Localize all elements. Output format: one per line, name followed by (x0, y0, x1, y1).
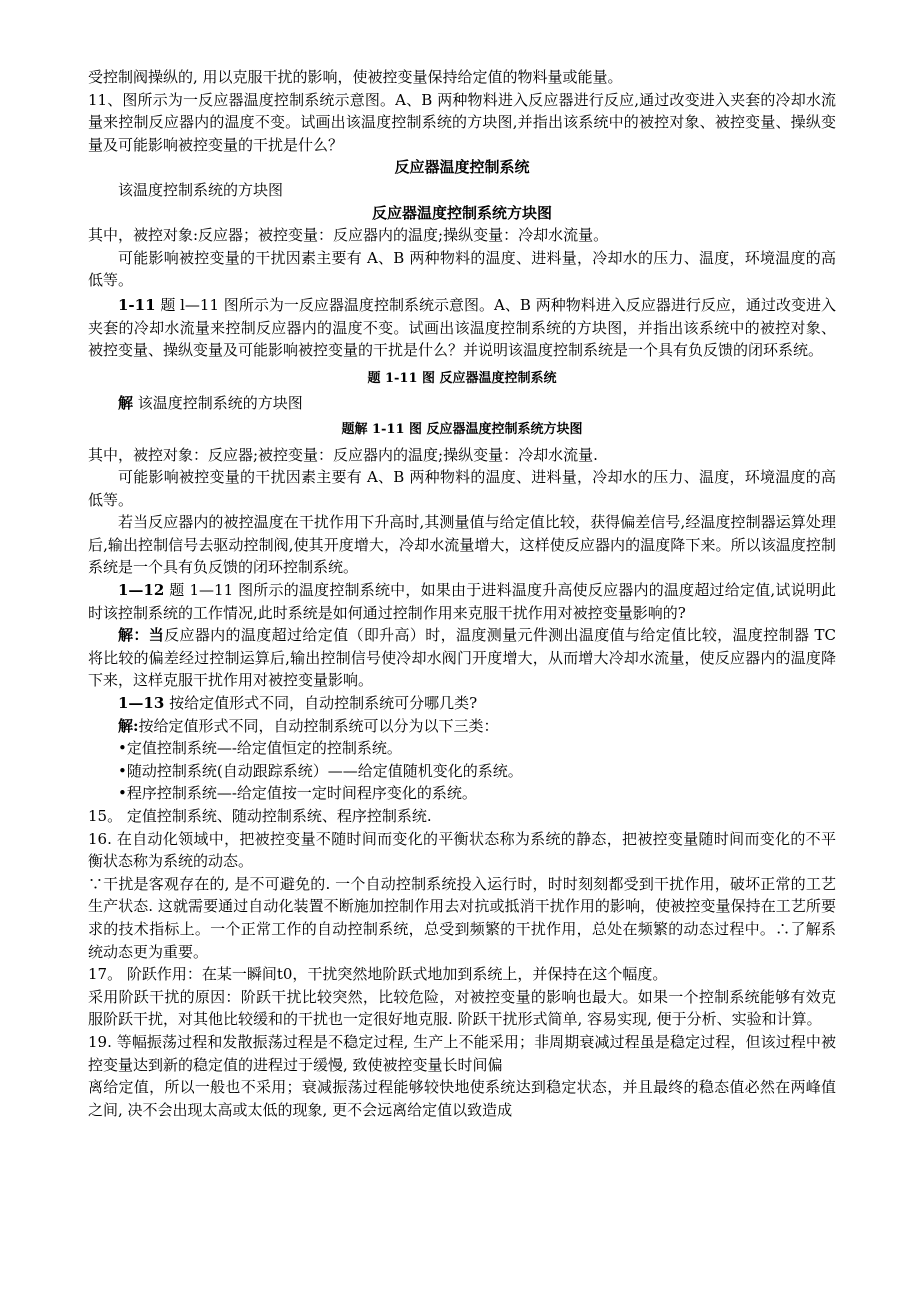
question-number: 1—13 (118, 694, 165, 713)
paragraph: 其中，被控对象:反应器；被控变量：反应器内的温度;操纵变量：冷却水流量。 (88, 226, 609, 245)
answer-text: 按给定值形式不同，自动控制系统可以分为以下三类： (138, 716, 499, 735)
paragraph: ∵干扰是客观存在的, 是不可避免的. 一个自动控制系统投入运行时，时时刻刻都受到干扰作用，破坏正常的工艺生产状态. 这就需要通过自动化装置不断施加控制作用去对抗或抵消干扰作用的影响，使被控变量保持在工艺所要求的技术指标上。一个正常工作的自动控制系统，总受到频繁的干扰作用，总处在频繁的动态过程中。∴了解系统动态更为重要。 (88, 874, 836, 961)
question-number: 1—12 (118, 581, 165, 600)
answer-1-12 (88, 624, 836, 692)
answer-17: 17。 阶跃作用：在某一瞬间t0，干扰突然地阶跃式地加到系统上，并保持在这个幅度。 (88, 965, 668, 984)
paragraph: 可能影响被控变量的干扰因素主要有 A、B 两种物料的温度、进料量，冷却水的压力、温度，环境温度的高低等。 (88, 248, 836, 290)
paragraph: 若当反应器内的被控温度在干扰作用下升高时,其测量值与给定值比较，获得偏差信号,经温度控制器运算处理后,输出控制信号去驱动控制阀,使其开度增大，冷却水流量增大，这样使反应器内的温度降下来。所以该温度控制系统是一个具有负反馈的闭环控制系统。 (88, 513, 836, 577)
bullet-item: •定值控制系统—-给定值恒定的控制系统。 (118, 739, 402, 758)
question-text: 按给定值形式不同，自动控制系统可分哪几类? (169, 694, 478, 713)
figure-caption: 反应器温度控制系统 (394, 158, 530, 177)
question-1-11 (88, 294, 836, 362)
answer-line (88, 392, 836, 415)
document-page (88, 66, 836, 1121)
paragraph: 该温度控制系统的方块图 (118, 180, 284, 199)
figure-caption: 题 1-11 图 反应器温度控制系统 (367, 370, 557, 386)
answer-label: 解 (118, 394, 134, 413)
answer-16: 16. 在自动化领域中，把被控变量不随时间而变化的平衡状态称为系统的静态，把被控变量随时间而变化的不平衡状态称为系统的动态。 (88, 829, 836, 871)
question-1-13 (88, 692, 836, 715)
bullet-item: •随动控制系统(自动跟踪系统）——给定值随机变化的系统。 (118, 761, 523, 780)
paragraph: 采用阶跃干扰的原因：阶跃干扰比较突然，比较危险，对被控变量的影响也最大。如果一个控制系统能够有效克服阶跃干扰，对其他比较缓和的干扰也一定很好地克服. 阶跃干扰形式简单, 容易实现, 便于分析、实验和计算。 (88, 987, 836, 1029)
question-11: 11、图所示为一反应器温度控制系统示意图。A、B 两种物料进入反应器进行反应,通过改变进入夹套的冷却水流量来控制反应器内的温度不变。试画出该温度控制系统的方块图,并指出该系统中的被控对象、被控变量、操纵变量及可能影响被控变量的干扰是什么？ (88, 90, 836, 154)
question-1-12 (88, 579, 836, 624)
figure-caption: 题解 1-11 图 反应器温度控制系统方块图 (341, 421, 583, 437)
paragraph: 可能影响被控变量的干扰因素主要有 A、B 两种物料的温度、进料量，冷却水的压力、温度，环境温度的高低等。 (88, 468, 836, 509)
paragraph: 离给定值，所以一般也不采用；衰减振荡过程能够较快地使系统达到稳定状态，并且最终的稳态值必然在两峰值之间, 决不会出现太高或太低的现象, 更不会远离给定值以致造成 (88, 1078, 836, 1119)
question-text: 题 1—11 图所示的温度控制系统中，如果由于进料温度升高使反应器内的温度超过给定值,试说明此时该控制系统的工作情况,此时系统是如何通过控制作用来克服干扰作用对被控变量影响的? (88, 581, 836, 622)
paragraph: 其中，被控对象：反应器;被控变量：反应器内的温度;操纵变量：冷却水流量. (88, 445, 598, 464)
question-number: 1-11 (118, 295, 156, 314)
paragraph: 受控制阀操纵的, 用以克服干扰的影响，使被控变量保持给定值的物料量或能量。 (88, 68, 623, 86)
answer-label: 解：当 (118, 626, 165, 645)
answer-text: 该温度控制系统的方块图 (137, 394, 303, 413)
answer-label: 解: (118, 716, 139, 735)
bullet-item: •程序控制系统—-给定值按一定时间程序变化的系统。 (118, 784, 477, 803)
answer-19: 19. 等幅振荡过程和发散振荡过程是不稳定过程, 生产上不能采用；非周期衰减过程虽是稳定过程，但该过程中被控变量达到新的稳定值的进程过于缓慢, 致使被控变量长时间偏 (88, 1032, 836, 1074)
answer-1-13 (88, 715, 836, 738)
question-text: 题 l—11 图所示为一反应器温度控制系统示意图。A、B 两种物料进入反应器进行反应，通过改变进入夹套的冷却水流量来控制反应器内的温度不变。试画出该温度控制系统的方块图，并指出该系统中的被控对象、被控变量、操纵变量及可能影响被控变量的干扰是什么？并说明该温度控制系统是一个具有负反馈的闭环系统。 (88, 295, 836, 360)
answer-text: 反应器内的温度超过给定值（即升高）时，温度测量元件测出温度值与给定值比较，温度控制器 TC 将比较的偏差经过控制运算后,输出控制信号使冷却水阀门开度增大，从而增大冷却水流量，使反应器内的温度降下来，这样克服干扰作用对被控变量影响。 (88, 626, 836, 690)
figure-caption: 反应器温度控制系统方块图 (371, 203, 552, 222)
answer-15: 15。 定值控制系统、随动控制系统、程序控制系统. (88, 807, 432, 825)
